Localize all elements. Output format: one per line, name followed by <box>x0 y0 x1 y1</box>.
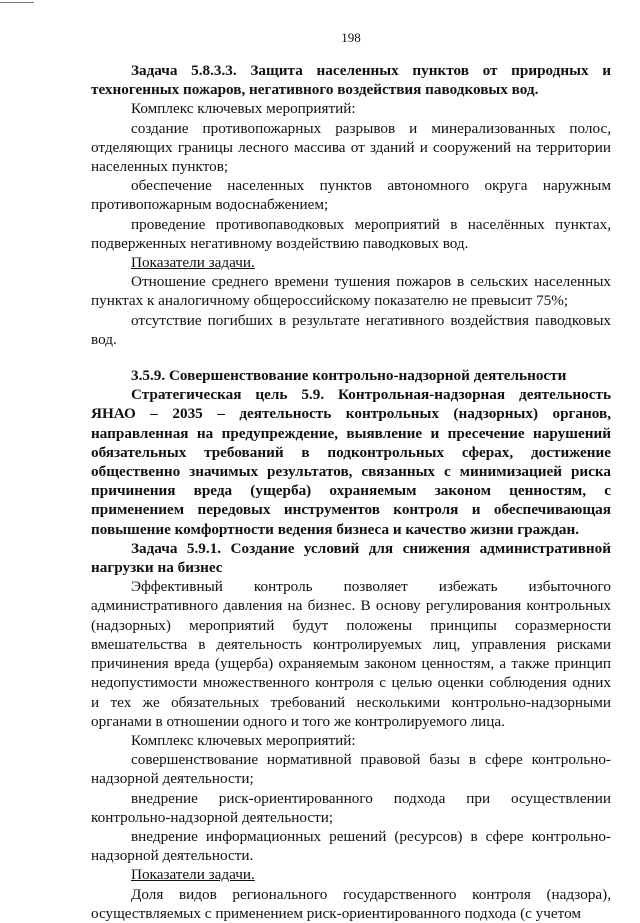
section-3-5-9-heading: 3.5.9. Совершенствование контрольно-надзорной деятельности <box>131 367 567 385</box>
task-5-9-1-body: Эффективный контроль позволяет избежать избыточного административного давления на бизнес. В основу регулирования контрольных (надзорных) мероприятий будут положены принципы соразмерности вмешательства в деятельность контролируемых лиц, управления рисками причинения вреда (ущерба) охраняемым законом ценностям, а также принцип недопустимости множественного контроля с целью оценки соблюдения одних и тех же обязательных требований несколькими контрольно-надзорными органами в отношении одного и того же контролируемого лица. <box>91 578 611 730</box>
task-5-8-3-3-indicators-label <box>91 253 611 272</box>
indicators-label-text: Показатели задачи. <box>131 254 255 272</box>
task-5-9-1-measures-label: Комплекс ключевых мероприятий: <box>131 731 356 749</box>
task-5-9-1-measure-1: совершенствование нормативной правовой базы в сфере контрольно-надзорной деятельности; <box>91 751 611 788</box>
document-page <box>91 30 611 923</box>
task-5-9-1-indicator-start: Доля видов регионального государственного контроля (надзора), осуществляемых с применением риск-ориентированного подхода (с учетом <box>91 885 611 922</box>
indicators-label-text: Показатели задачи. <box>131 866 255 884</box>
task-5-9-1-measure-3: внедрение информационных решений (ресурсов) в сфере контрольно-надзорной деятельности. <box>91 827 611 865</box>
page-number: 198 <box>341 30 361 45</box>
task-5-8-3-3-measure-2: обеспечение населенных пунктов автономного округа наружным противопожарным водоснабжением; <box>91 177 611 214</box>
task-5-8-3-3-indicator-1: Отношение среднего времени тушения пожаров в сельских населенных пунктах к аналогичному общероссийскому показателю не превысит 75%; <box>91 273 611 310</box>
task-5-8-3-3-heading: Задача 5.8.3.3. Защита населенных пунктов от природных и техногенных пожаров, негативного воздействия паводковых вод. <box>91 62 611 99</box>
section-spacer <box>91 349 611 366</box>
task-5-9-1-measure-2: внедрение риск-ориентированного подхода при осуществлении контрольно-надзорной деятельности; <box>91 789 611 826</box>
task-5-9-1-indicators-label <box>91 865 611 884</box>
task-5-8-3-3-indicator-2: отсутствие погибших в результате негативного воздействия паводковых вод. <box>91 311 611 348</box>
task-5-8-3-3-measure-1: создание противопожарных разрывов и минерализованных полос, отделяющих границы лесного массива от зданий и сооружений на территории населенных пунктов; <box>91 119 611 176</box>
task-5-8-3-3-measure-3: проведение противопаводковых мероприятий в населённых пунктах, подверженных негативному воздействию паводковых вод. <box>91 215 611 252</box>
task-5-8-3-3-measures-label: Комплекс ключевых мероприятий: <box>131 100 356 118</box>
strategic-goal-5-9: Стратегическая цель 5.9. Контрольная-надзорная деятельность ЯНАО – 2035 – деятельность контрольных (надзорных) органов, направленная на предупреждение, выявление и пресечение нарушений обязательных требований в подконтрольных сферах, достижение общественно значимых результатов, связанных с минимизацией риска причинения вреда (ущерба) охраняемым законом ценностям, с применением передовых инструментов контроля и обеспечивающая повышение комфортности ведения бизнеса и качество жизни граждан. <box>91 386 611 538</box>
task-5-9-1-heading: Задача 5.9.1. Создание условий для снижения административной нагрузки на бизнес <box>91 539 611 577</box>
scan-artifact-line <box>0 2 34 3</box>
